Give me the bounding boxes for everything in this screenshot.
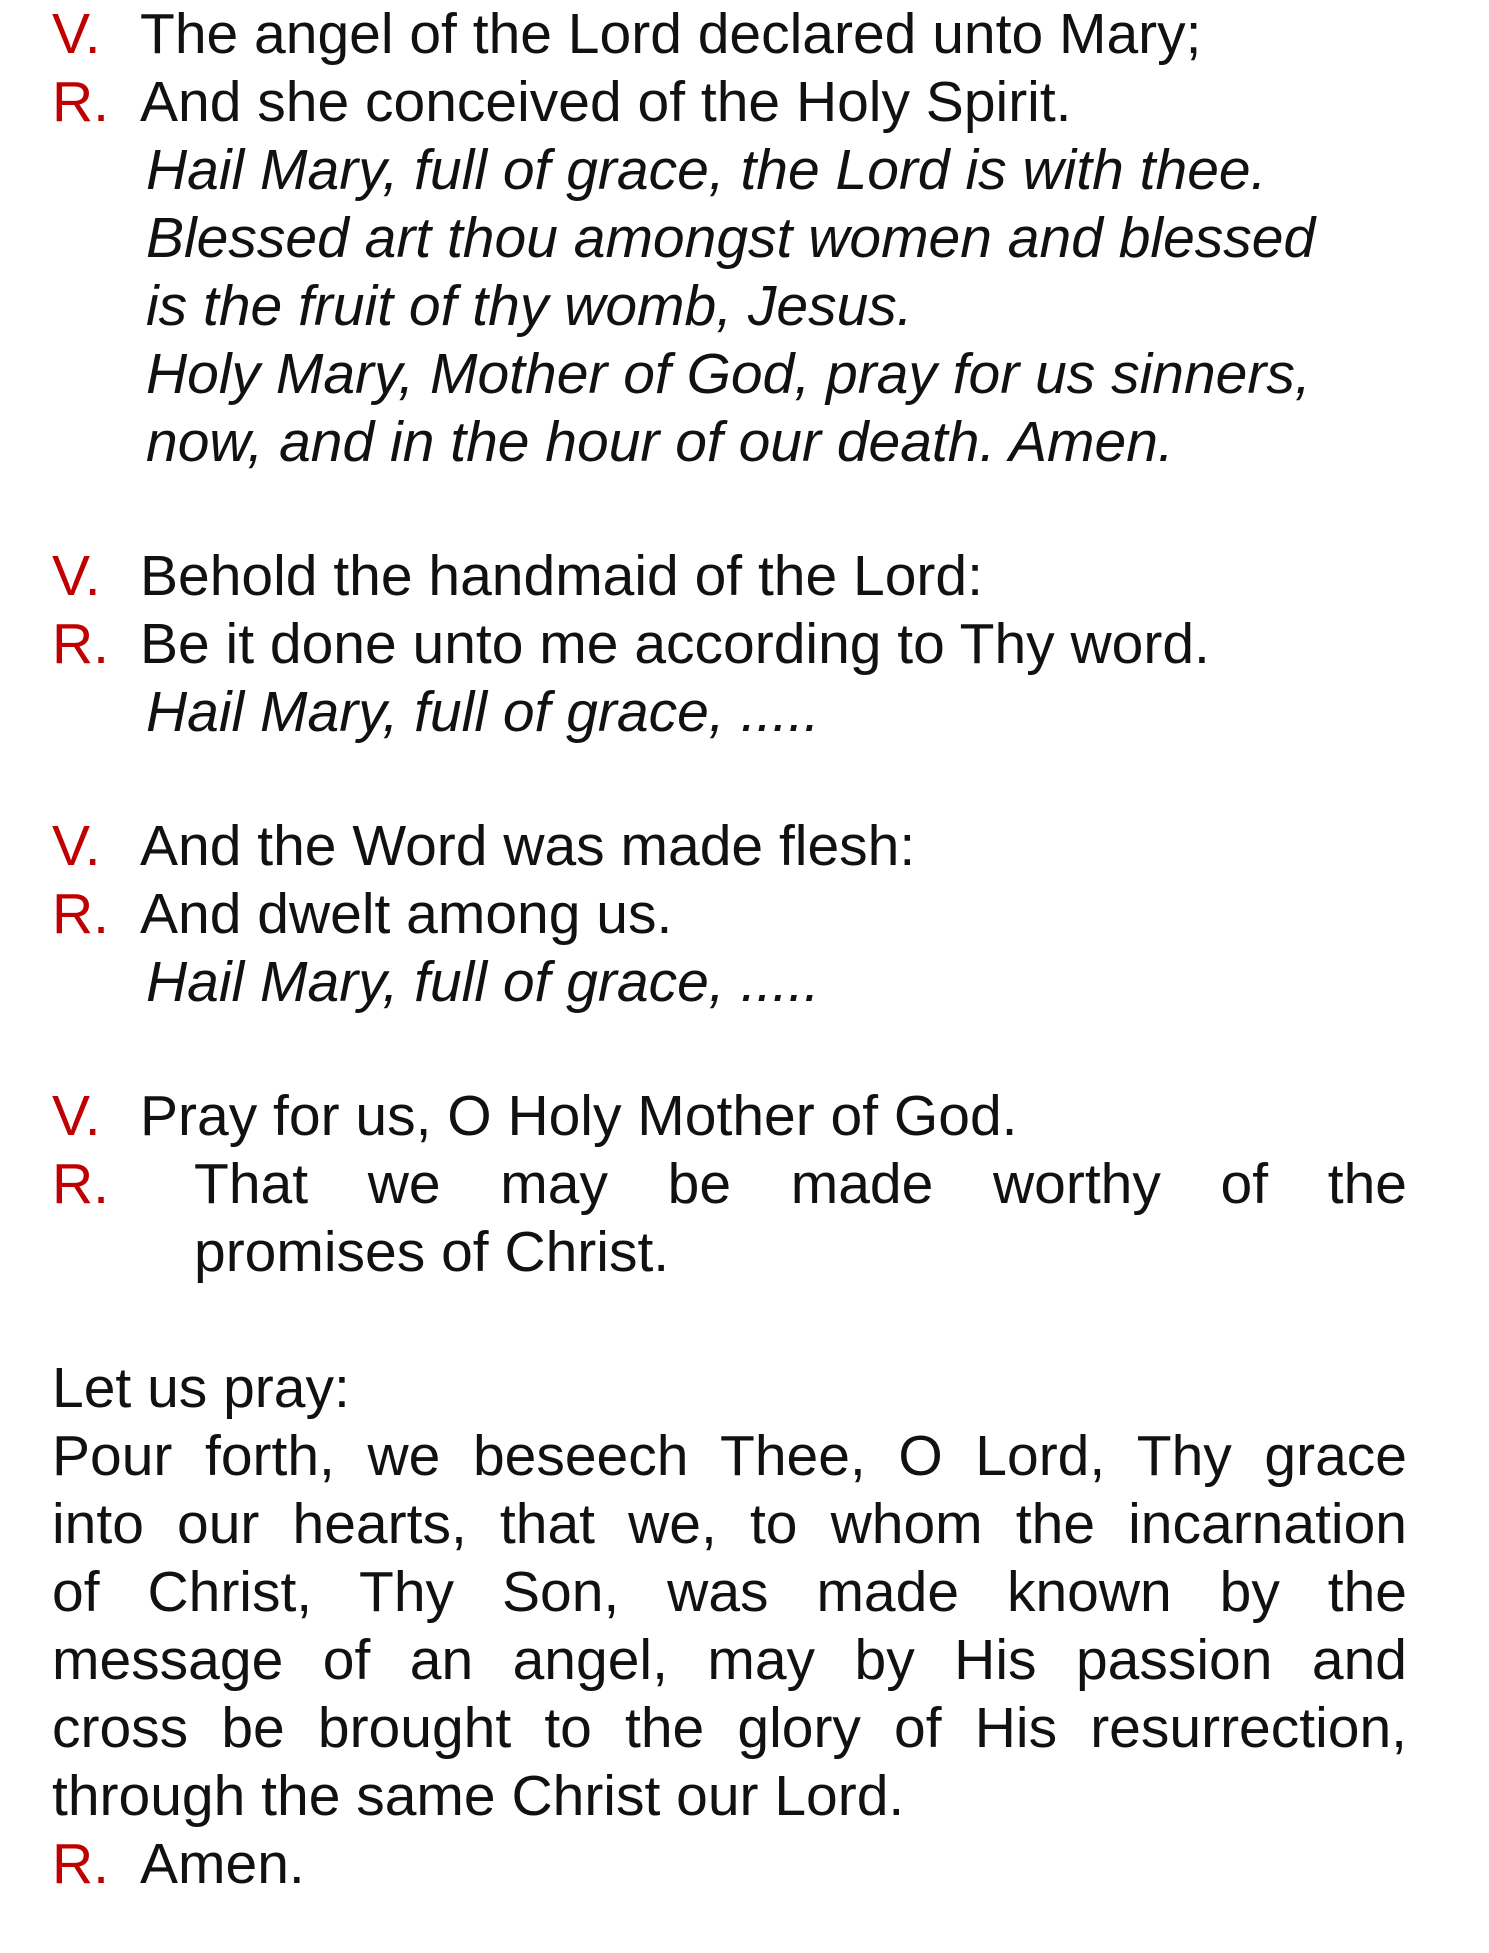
versicle-marker: V. (52, 814, 101, 878)
response-marker: R. (52, 1152, 109, 1216)
response-line (52, 1150, 1407, 1218)
hail-mary-line: Hail Mary, full of grace, ..... (146, 950, 820, 1014)
prayer-line: Pour forth, we beseech Thee, O Lord, Thy grace (52, 1424, 1407, 1488)
hail-mary-line: Holy Mary, Mother of God, pray for us sinners, (146, 342, 1311, 406)
versicle-text: Behold the handmaid of the Lord: (140, 544, 983, 608)
stanza-2 (52, 542, 1407, 746)
closing-prayer (52, 1354, 1407, 1898)
hail-mary-line: Hail Mary, full of grace, ..... (146, 680, 820, 744)
response-text: That we may be made worthy of the (194, 1152, 1407, 1216)
stanza-1 (52, 0, 1407, 476)
response-text: And dwelt among us. (140, 882, 673, 946)
response-marker: R. (52, 612, 109, 676)
versicle-line (52, 542, 1407, 610)
amen-text: Amen. (140, 1832, 305, 1896)
response-marker: R. (52, 882, 109, 946)
hail-mary-line: Blessed art thou amongst women and blessed (146, 206, 1316, 270)
prayer-line: through the same Christ our Lord. (52, 1764, 905, 1828)
amen-line (52, 1830, 1407, 1898)
versicle-text: The angel of the Lord declared unto Mary; (140, 2, 1202, 66)
prayer-line: of Christ, Thy Son, was made known by the (52, 1560, 1407, 1624)
stanza-4 (52, 1082, 1407, 1286)
versicle-marker: V. (52, 544, 101, 608)
prayer-page (52, 0, 1407, 1898)
versicle-line (52, 0, 1407, 68)
stanza-3 (52, 812, 1407, 1016)
spacer (52, 1286, 1407, 1354)
prayer-line: into our hearts, that we, to whom the incarnation (52, 1492, 1407, 1556)
spacer (52, 746, 1407, 812)
versicle-marker: V. (52, 1084, 101, 1148)
spacer (52, 1016, 1407, 1082)
hail-mary-line: now, and in the hour of our death. Amen. (146, 410, 1174, 474)
response-text: And she conceived of the Holy Spirit. (140, 70, 1072, 134)
prayer-heading: Let us pray: (52, 1356, 350, 1420)
response-line (52, 68, 1407, 136)
response-line (52, 880, 1407, 948)
hail-mary-line: Hail Mary, full of grace, the Lord is with thee. (146, 138, 1267, 202)
response-text: Be it done unto me according to Thy word. (140, 612, 1210, 676)
prayer-line: cross be brought to the glory of His resurrection, (52, 1696, 1407, 1760)
spacer (52, 476, 1407, 542)
response-marker: R. (52, 70, 109, 134)
response-marker: R. (52, 1832, 109, 1896)
versicle-line (52, 1082, 1407, 1150)
response-line (52, 610, 1407, 678)
response-text-continued: promises of Christ. (194, 1220, 670, 1284)
versicle-line (52, 812, 1407, 880)
versicle-text: Pray for us, O Holy Mother of God. (140, 1084, 1018, 1148)
versicle-marker: V. (52, 2, 101, 66)
hail-mary-line: is the fruit of thy womb, Jesus. (146, 274, 913, 338)
versicle-text: And the Word was made flesh: (140, 814, 916, 878)
prayer-line: message of an angel, may by His passion and (52, 1628, 1407, 1692)
